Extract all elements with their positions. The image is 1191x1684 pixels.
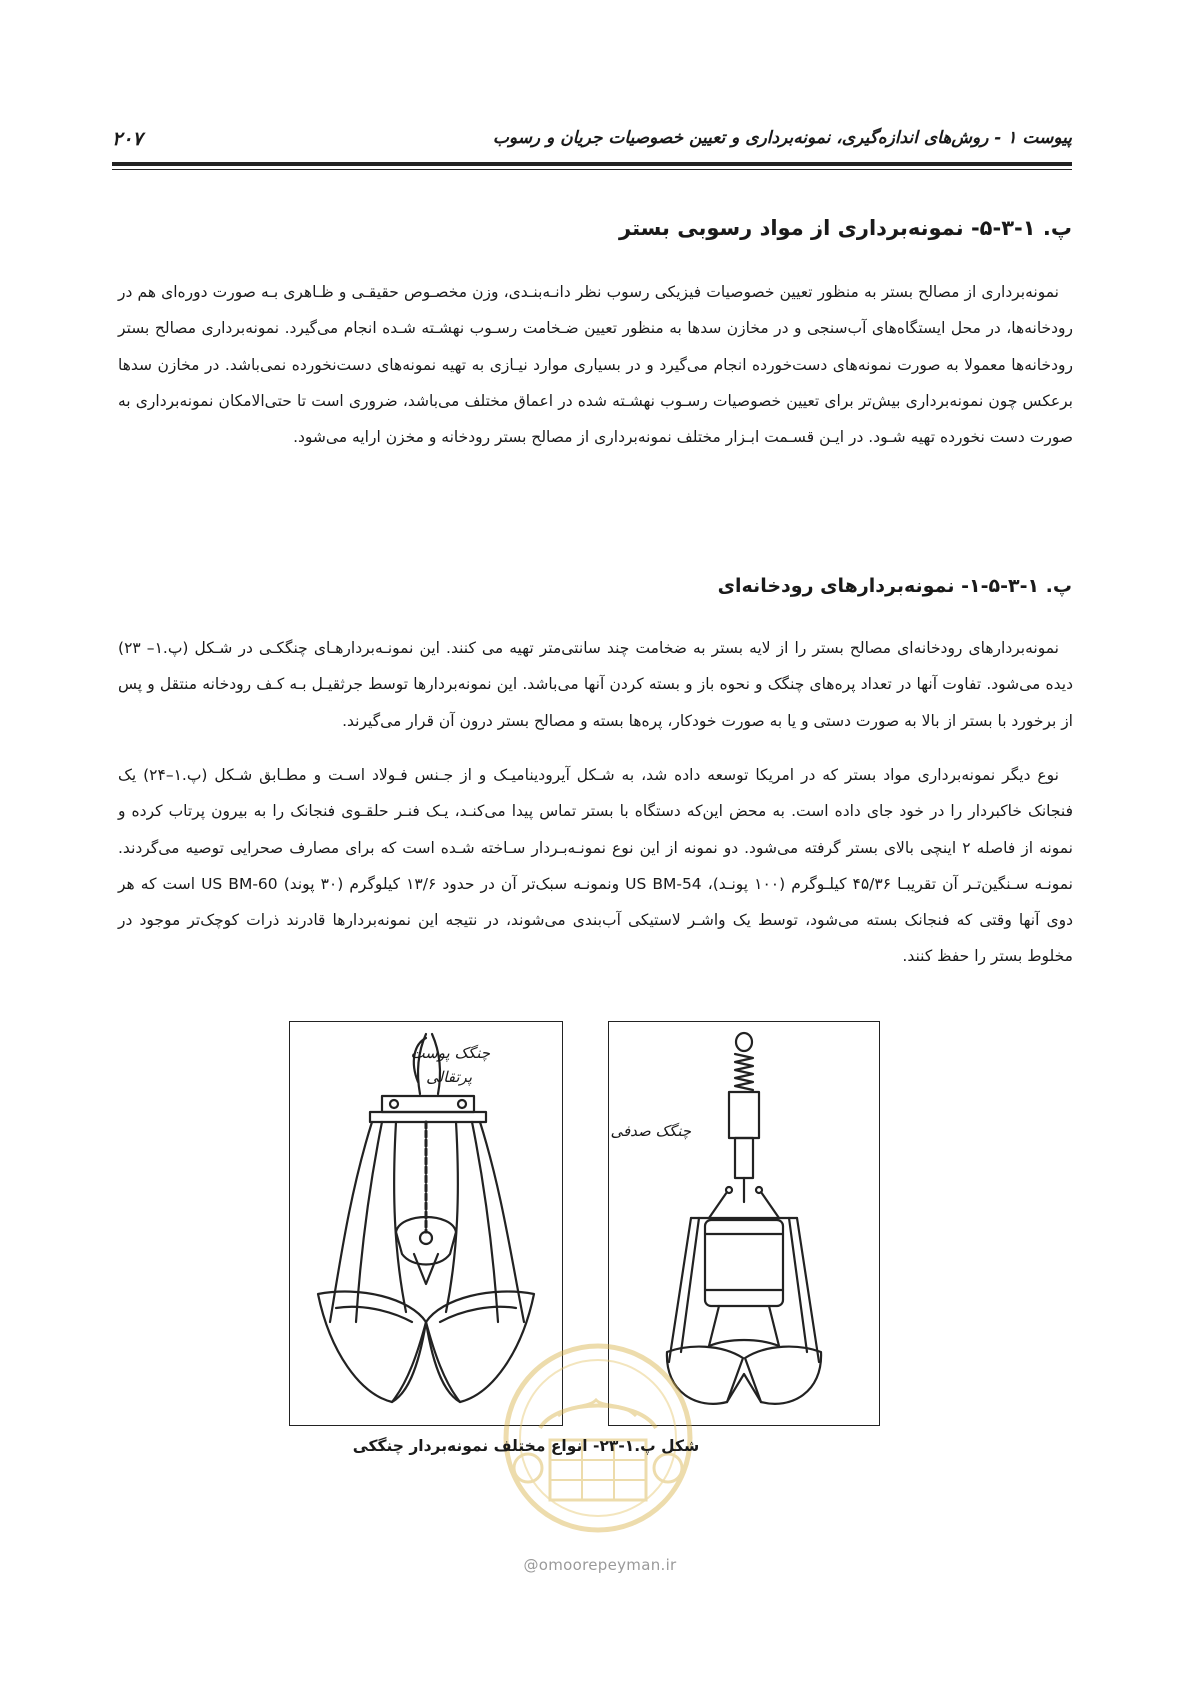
subsection-heading: پ. ۱-۳-۵-۱- نمونه‌بردارهای رودخانه‌ای <box>717 575 1072 597</box>
subsection-paragraph-1: نمونه‌بردارهای رودخانه‌ای مصالح بستر را از لایه بستر به ضخامت چند سانتی‌متر تهیه می کنند. این نمونـه‌بردارهـای چنگکـی در شـکل (پ.۱– ۲۳) دیده می‌شود. تفاوت آنها در تعداد پره‌های چنگک و نحوه باز و بسته کردن آنها می‌باشد. این نمونه‌بردارها توسط جرثقیـل بـه کـف رودخانه منتقل و پس از برخورد با بستر از بالا به صورت دستی و یا به صورت خودکار، پره‌ها بسته و مصالح بستر درون آن قرار می‌گیرند. <box>118 639 1073 730</box>
running-title: پیوست ۱ - روش‌های اندازه‌گیری، نمونه‌برداری و تعیین خصوصیات جریان و رسوب <box>492 128 1072 148</box>
figure-label-clamshell: چنگک صدفی <box>610 1122 691 1140</box>
figure-label-orange-peel-line1: چنگک پوست <box>410 1044 490 1062</box>
header-rule-thick <box>112 162 1072 166</box>
section-heading: پ. ۱-۳-۵- نمونه‌برداری از مواد رسوبی بستر <box>619 216 1072 240</box>
subsection-paragraph-2: نوع دیگر نمونه‌برداری مواد بستر که در امریکا توسعه داده شد، به شـکل آیرودینامیـک و از جـنس فـولاد اسـت و مطـابق شـکل (پ.۱–۲۴) یک فنجانک خاکبردار را در خود جای داده است. به محض این‌که دستگاه با بستر تماس پیدا می‌کنـد، یـک فنـر حلقـوی فنجانک را به بیرون پرتاب کرده و نمونه از فاصله ۲ اینچی بالای بستر گرفته می‌شود. دو نمونه از این نوع نمونـه‌بـردار سـاخته شـده است که برای مصارف صحرایی توصیه می‌گردند. نمونـه سـنگین‌تـر آن تقریبـا ۴۵/۳۶ کیلـوگرم (۱۰۰ پونـد)، US BM-54 ونمونـه سبک‌تر آن در حدود ۱۳/۶ کیلوگرم (۳۰ پوند) US BM-60 است که هر دوی آنها وقتی که فنجانک بسته می‌شود، توسط یک واشـر لاستیکی آب‌بندی می‌شوند، در نتیجه این نمونه‌بردارها قادرند ذرات کوچک‌تر موجود در مخلوط بستر را حفظ کنند. <box>118 766 1073 966</box>
header-rule-thin <box>112 169 1072 170</box>
watermark-url: @omoorepeyman.ir <box>523 1556 677 1574</box>
page-number: ۲۰۷ <box>112 128 143 150</box>
figure-label-orange-peel-line2: پرتقالی <box>426 1068 472 1086</box>
section-paragraph: نمونه‌برداری از مصالح بستر به منظور تعیین خصوصیات فیزیکی رسوب نظر دانـه‌بنـدی، وزن مخصـوص حقیقـی و ظـاهری بـه صورت دوره‌ای هم در رودخانه‌ها، در محل ایستگاه‌های آب‌سنجی و در مخازن سدها به منظور تعیین ضـخامت رسـوب نهشـته شـده انجام می‌گیرد. نمونه‌برداری مصالح بستر رودخانه‌ها معمولا به صورت نمونه‌های دست‌خورده انجام می‌گیرد و در بسیاری موارد نیـازی به تهیه نمونه‌های دست‌نخورده نمی‌باشد. در مخازن سدها برعکس چون نمونه‌برداری بیش‌تر برای تعیین خصوصیات رسـوب نهشـته شده در اعماق مختلف می‌باشد، ضروری است تا حتی‌الامکان نمونه‌برداری به صورت دست نخورده تهیه شـود. در ایـن قسـمت ابـزار مختلف نمونه‌برداری از مصالح بستر رودخانه و مخزن ارایه می‌شود. <box>118 283 1073 447</box>
figure-caption: شکل پ.۱-۲۳- انواع مختلف نمونه‌بردار چنگکی <box>352 1437 700 1455</box>
page-header <box>112 128 1072 152</box>
